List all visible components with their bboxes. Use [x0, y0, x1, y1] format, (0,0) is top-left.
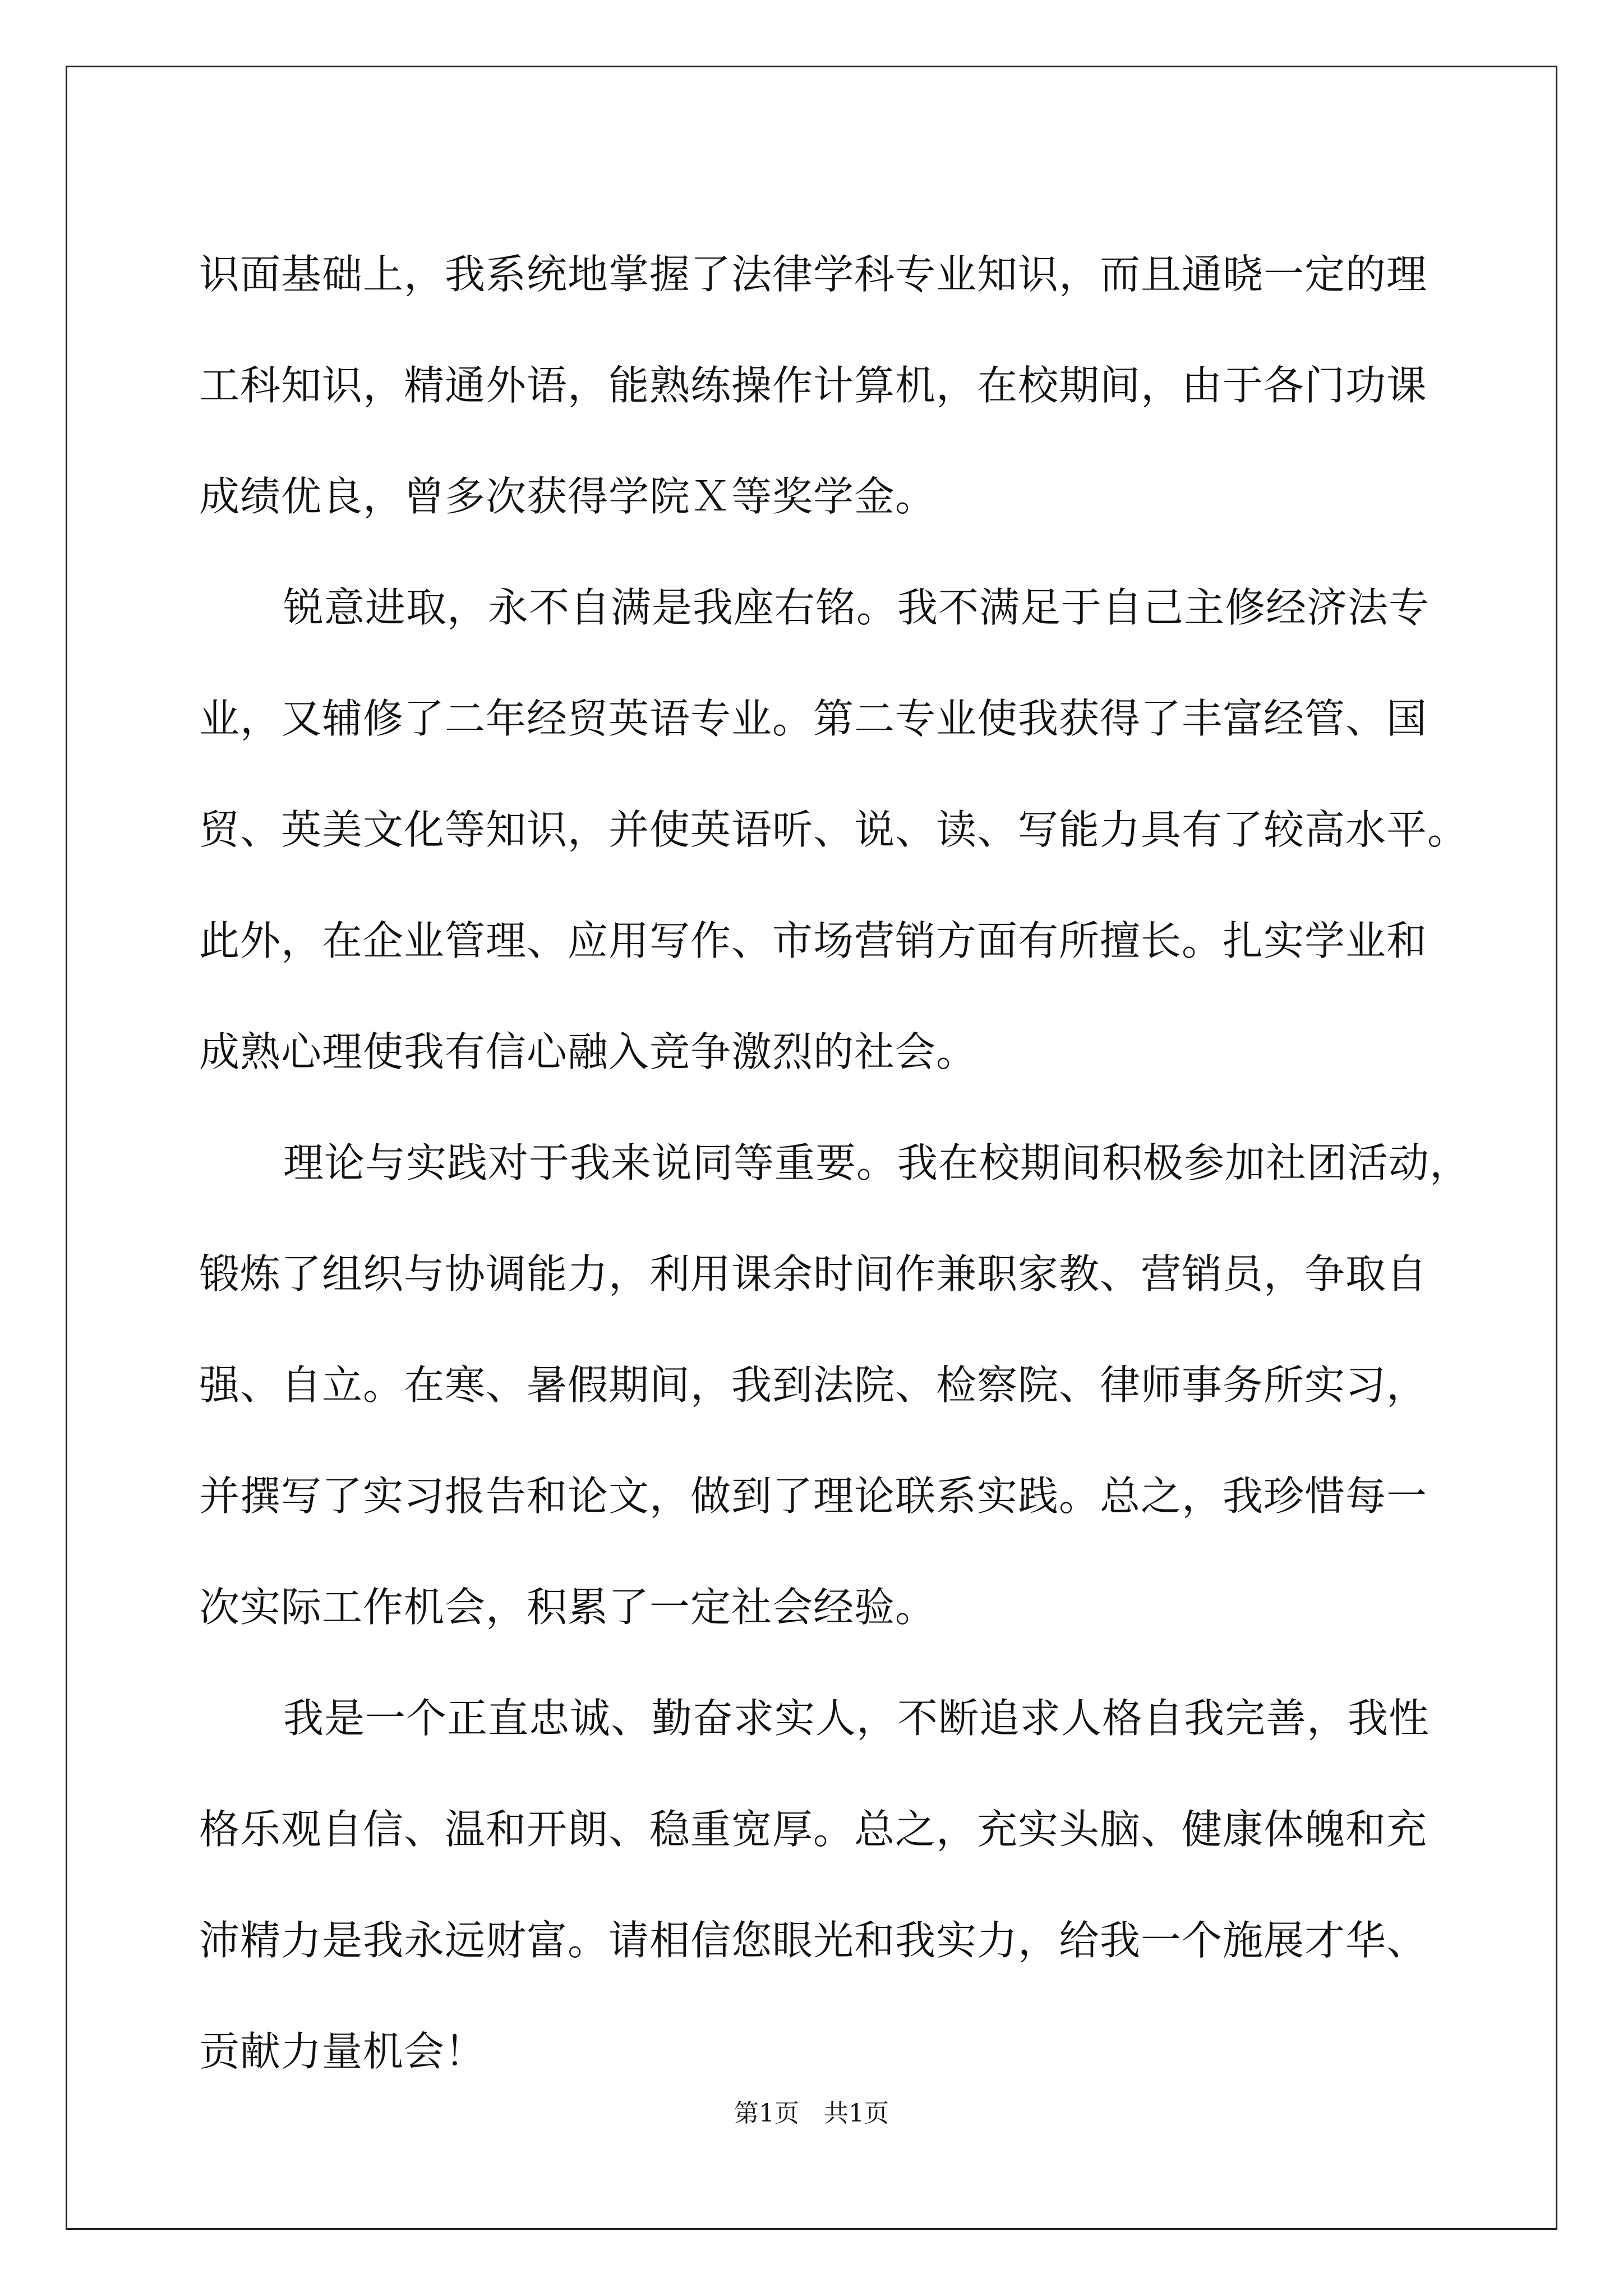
text-line: 锻炼了组织与协调能力，利用课余时间作兼职家教、营销员，争取自 [199, 1250, 1428, 1297]
text-line: 成熟心理使我有信心融入竞争激烈的社会。 [199, 1028, 978, 1075]
text-line-first: 理论与实践对于我来说同等重要。我在校期间积极参加社团活动， [283, 1139, 1471, 1186]
text-line: 贡献力量机会！ [199, 2028, 486, 2075]
text-line: 并撰写了实习报告和论文，做到了理论联系实践。总之，我珍惜每一 [199, 1473, 1428, 1520]
text-line-first: 锐意进取，永不自满是我座右铭。我不满足于自己主修经济法专 [283, 584, 1430, 631]
text-line: 次实际工作机会，积累了一定社会经验。 [199, 1584, 937, 1631]
document-body [199, 219, 1471, 2107]
text-line: 强、自立。在寒、暑假期间，我到法院、检察院、律师事务所实习， [199, 1361, 1428, 1409]
text-line: 工科知识，精通外语，能熟练操作计算机，在校期间，由于各门功课 [199, 362, 1428, 409]
text-line: 贸、英美文化等知识，并使英语听、说、读、写能力具有了较高水平。 [199, 806, 1469, 853]
text-line-first: 我是一个正直忠诚、勤奋求实人，不断追求人格自我完善，我性 [283, 1695, 1430, 1742]
text-line: 此外，在企业管理、应用写作、市场营销方面有所擅长。扎实学业和 [199, 917, 1428, 964]
page-number-footer: 第1页 共1页 [734, 2099, 889, 2128]
text-line: 沛精力是我永远财富。请相信您眼光和我实力，给我一个施展才华、 [199, 1917, 1428, 1964]
text-line: 成绩优良，曾多次获得学院Ｘ等奖学金。 [199, 473, 937, 520]
text-line: 格乐观自信、温和开朗、稳重宽厚。总之，充实头脑、健康体魄和充 [199, 1806, 1428, 1853]
text-line: 业，又辅修了二年经贸英语专业。第二专业使我获得了丰富经管、国 [199, 695, 1428, 742]
text-line: 识面基础上，我系统地掌握了法律学科专业知识，而且通晓一定的理 [199, 251, 1428, 298]
